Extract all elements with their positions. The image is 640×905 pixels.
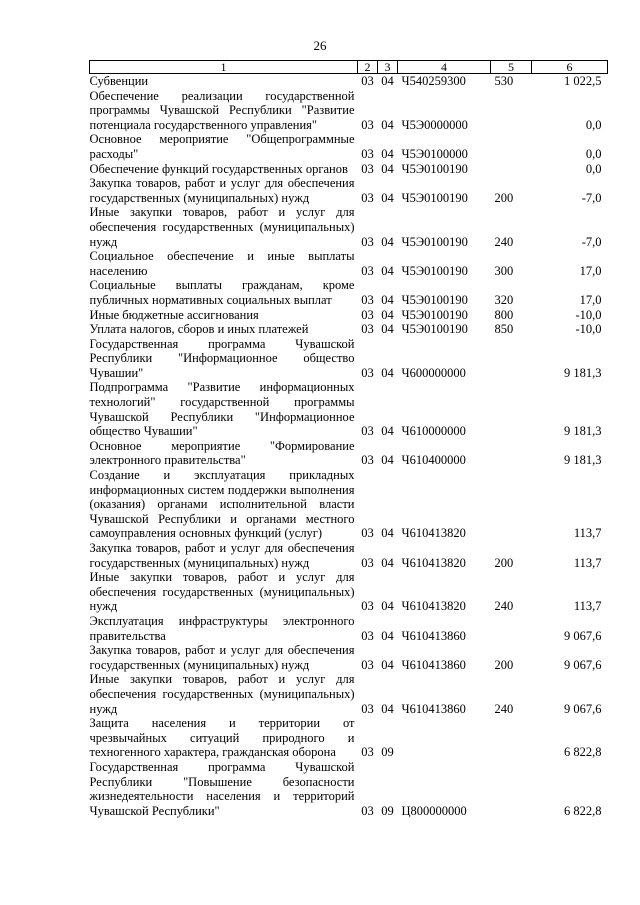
table-row <box>90 308 608 323</box>
row-subsection: 04 <box>381 599 394 614</box>
row-expense-type: 200 <box>494 555 514 570</box>
row-amount: 17,0 <box>579 263 602 278</box>
row-expense-type: 240 <box>494 599 514 614</box>
table-row <box>90 176 608 205</box>
row-amount: 113,7 <box>573 555 602 570</box>
row-amount: 1 022,5 <box>564 74 602 88</box>
table-row <box>90 380 608 438</box>
header-col-4: 4 <box>398 61 491 74</box>
row-expense-type: 320 <box>494 292 514 307</box>
row-amount: -7,0 <box>581 190 602 205</box>
row-expense-type: 800 <box>494 307 514 322</box>
page-number: 26 <box>313 38 327 53</box>
table-row <box>90 760 608 818</box>
row-target-article: Ч5Э0100190 <box>401 322 468 337</box>
row-amount: 6 822,8 <box>564 745 602 760</box>
row-target-article: Ч610413820 <box>401 599 466 614</box>
row-target-article: Ч5Э0100190 <box>401 307 468 322</box>
table-row <box>90 672 608 716</box>
row-section: 03 <box>361 322 374 337</box>
row-section: 03 <box>361 74 374 88</box>
row-name: Социальное обеспечение и иные выплаты населению <box>89 249 355 278</box>
row-section: 03 <box>361 292 374 307</box>
header-row <box>90 61 608 74</box>
row-target-article: Ч5Э0100190 <box>401 292 468 307</box>
row-subsection: 04 <box>381 146 394 161</box>
row-target-article: Ч5Э0100190 <box>401 190 468 205</box>
table-row <box>90 278 608 307</box>
row-amount: 0,0 <box>585 146 602 161</box>
row-subsection: 04 <box>381 453 394 468</box>
row-amount: 113,7 <box>573 599 602 614</box>
row-target-article: Ч5Э0100190 <box>401 234 468 249</box>
row-section: 03 <box>361 263 374 278</box>
row-amount: 9 181,3 <box>564 453 602 468</box>
row-target-article: Ц800000000 <box>401 803 467 818</box>
row-section: 03 <box>361 628 374 643</box>
row-name: Закупка товаров, работ и услуг для обеспечения государственных (муниципальных) нужд <box>89 176 355 205</box>
row-amount: -10,0 <box>575 322 602 337</box>
row-name: Иные закупки товаров, работ и услуг для обеспечения государственных (муниципальных) нужд <box>89 205 355 249</box>
table-row <box>90 89 608 133</box>
row-target-article: Ч610413860 <box>401 657 466 672</box>
row-subsection: 04 <box>381 526 394 541</box>
row-amount: 6 822,8 <box>564 803 602 818</box>
row-target-article: Ч5Э0100190 <box>401 161 468 176</box>
row-name: Основное мероприятие "Общепрограммные расходы" <box>89 132 355 161</box>
row-section: 03 <box>361 424 374 439</box>
row-subsection: 04 <box>381 74 394 88</box>
row-expense-type <box>491 337 532 381</box>
row-name: Закупка товаров, работ и услуг для обеспечения государственных (муниципальных) нужд <box>89 541 355 570</box>
row-section: 03 <box>361 555 374 570</box>
row-expense-type: 240 <box>494 701 514 716</box>
row-section: 03 <box>361 599 374 614</box>
row-name: Иные бюджетные ассигнования <box>89 307 259 322</box>
header-col-1: 1 <box>90 61 358 74</box>
row-target-article: Ч5Э0100000 <box>401 146 468 161</box>
row-name: Иные закупки товаров, работ и услуг для обеспечения государственных (муниципальных) нужд <box>89 672 355 716</box>
row-subsection: 04 <box>381 190 394 205</box>
row-target-article: Ч610413820 <box>401 555 466 570</box>
row-amount: 9 067,6 <box>564 657 602 672</box>
table-row <box>90 570 608 614</box>
header-col-2: 2 <box>358 61 378 74</box>
header-col-6: 6 <box>532 61 608 74</box>
table-row <box>90 74 608 89</box>
row-section: 03 <box>361 190 374 205</box>
row-target-article: Ч540259300 <box>401 74 466 88</box>
budget-table <box>89 60 608 818</box>
table-row <box>90 162 608 177</box>
row-subsection: 04 <box>381 234 394 249</box>
row-subsection: 04 <box>381 117 394 132</box>
row-amount: 113,7 <box>573 526 602 541</box>
row-amount: 17,0 <box>579 292 602 307</box>
row-target-article: Ч610413860 <box>401 628 466 643</box>
row-amount: -7,0 <box>581 234 602 249</box>
row-section: 03 <box>361 453 374 468</box>
row-name: Социальные выплаты гражданам, кроме публичных нормативных социальных выплат <box>89 278 355 307</box>
table-row <box>90 337 608 381</box>
header-col-5: 5 <box>491 61 532 74</box>
row-target-article: Ч610400000 <box>401 453 466 468</box>
row-name: Основное мероприятие "Формирование электронного правительства" <box>89 438 355 468</box>
row-expense-type <box>491 439 532 468</box>
row-section: 03 <box>361 803 374 818</box>
row-expense-type: 240 <box>494 234 514 249</box>
row-amount: 9 181,3 <box>564 424 602 439</box>
row-expense-type: 530 <box>494 74 514 88</box>
row-target-article: Ч610413820 <box>401 526 466 541</box>
row-name: Субвенции <box>89 74 149 88</box>
row-subsection: 04 <box>381 555 394 570</box>
row-section: 03 <box>361 117 374 132</box>
row-amount: 9 067,6 <box>564 628 602 643</box>
row-name: Защита населения и территории от чрезвычайных ситуаций природного и техногенного характера, гражданская оборона <box>89 716 355 760</box>
row-expense-type <box>491 760 532 818</box>
row-expense-type: 200 <box>494 190 514 205</box>
row-subsection: 04 <box>381 365 394 380</box>
row-expense-type: 300 <box>494 263 514 278</box>
row-subsection: 04 <box>381 657 394 672</box>
row-target-article: Ч610000000 <box>401 424 466 439</box>
row-section: 03 <box>361 161 374 176</box>
row-expense-type <box>491 716 532 760</box>
row-name: Государственная программа Чувашской Республики "Информационное общество Чувашии" <box>89 336 355 380</box>
table-row <box>90 541 608 570</box>
row-name: Обеспечение реализации государственной программы Чувашской Республики "Развитие потенциала государственного управления" <box>89 88 355 132</box>
table-row <box>90 249 608 278</box>
row-section: 03 <box>361 307 374 322</box>
row-subsection: 09 <box>381 745 394 760</box>
table-row <box>90 322 608 337</box>
table-row <box>90 468 608 541</box>
row-subsection: 04 <box>381 292 394 307</box>
row-expense-type <box>491 468 532 541</box>
row-section: 03 <box>361 365 374 380</box>
table-row <box>90 132 608 161</box>
row-name: Уплата налогов, сборов и иных платежей <box>89 322 309 337</box>
row-subsection: 04 <box>381 263 394 278</box>
row-subsection: 09 <box>381 803 394 818</box>
row-name: Обеспечение функций государственных органов <box>89 161 348 176</box>
row-amount: 9 067,6 <box>564 701 602 716</box>
row-name: Государственная программа Чувашской Республики "Повышение безопасности жизнедеятельности населения и территорий Чувашской Республики" <box>89 759 355 818</box>
row-amount: 0,0 <box>585 117 602 132</box>
header-col-3: 3 <box>378 61 398 74</box>
table-header <box>90 61 608 74</box>
row-amount: 0,0 <box>585 161 602 176</box>
row-section: 03 <box>361 745 374 760</box>
table-row <box>90 643 608 672</box>
row-target-article: Ч5Э0000000 <box>401 117 468 132</box>
row-section: 03 <box>361 526 374 541</box>
row-expense-type: 200 <box>494 657 514 672</box>
row-section: 03 <box>361 657 374 672</box>
row-expense-type: 850 <box>494 322 514 337</box>
row-section: 03 <box>361 146 374 161</box>
row-amount: 9 181,3 <box>564 365 602 380</box>
table-row <box>90 716 608 760</box>
row-name: Закупка товаров, работ и услуг для обеспечения государственных (муниципальных) нужд <box>89 643 355 672</box>
row-subsection: 04 <box>381 628 394 643</box>
row-subsection: 04 <box>381 424 394 439</box>
row-expense-type <box>491 162 532 177</box>
table-body <box>90 74 608 819</box>
row-subsection: 04 <box>381 307 394 322</box>
row-section: 03 <box>361 701 374 716</box>
row-subsection: 04 <box>381 701 394 716</box>
row-expense-type <box>491 132 532 161</box>
row-target-article: Ч600000000 <box>401 365 466 380</box>
row-target-article: Ч5Э0100190 <box>401 263 468 278</box>
row-name: Подпрограмма "Развитие информационных технологий" государственной программы Чувашской Республики "Информационное общество Чувашии" <box>89 380 355 439</box>
table-row <box>90 205 608 249</box>
row-subsection: 04 <box>381 161 394 176</box>
row-amount: -10,0 <box>575 307 602 322</box>
row-expense-type <box>491 380 532 438</box>
row-expense-type <box>491 89 532 133</box>
table-row <box>90 439 608 468</box>
row-target-article <box>398 716 491 760</box>
table-row <box>90 614 608 643</box>
row-expense-type <box>491 614 532 643</box>
row-name: Эксплуатация инфраструктуры электронного правительства <box>89 613 355 643</box>
row-subsection: 04 <box>381 322 394 337</box>
row-section: 03 <box>361 234 374 249</box>
row-name: Создание и эксплуатация прикладных информационных систем поддержки выполнения (оказания) органами исполнительной власти Чувашской Республики и органами местного самоуправления основных функций (услуг) <box>89 468 355 541</box>
row-target-article: Ч610413860 <box>401 701 466 716</box>
row-name: Иные закупки товаров, работ и услуг для обеспечения государственных (муниципальных) нужд <box>89 570 355 614</box>
